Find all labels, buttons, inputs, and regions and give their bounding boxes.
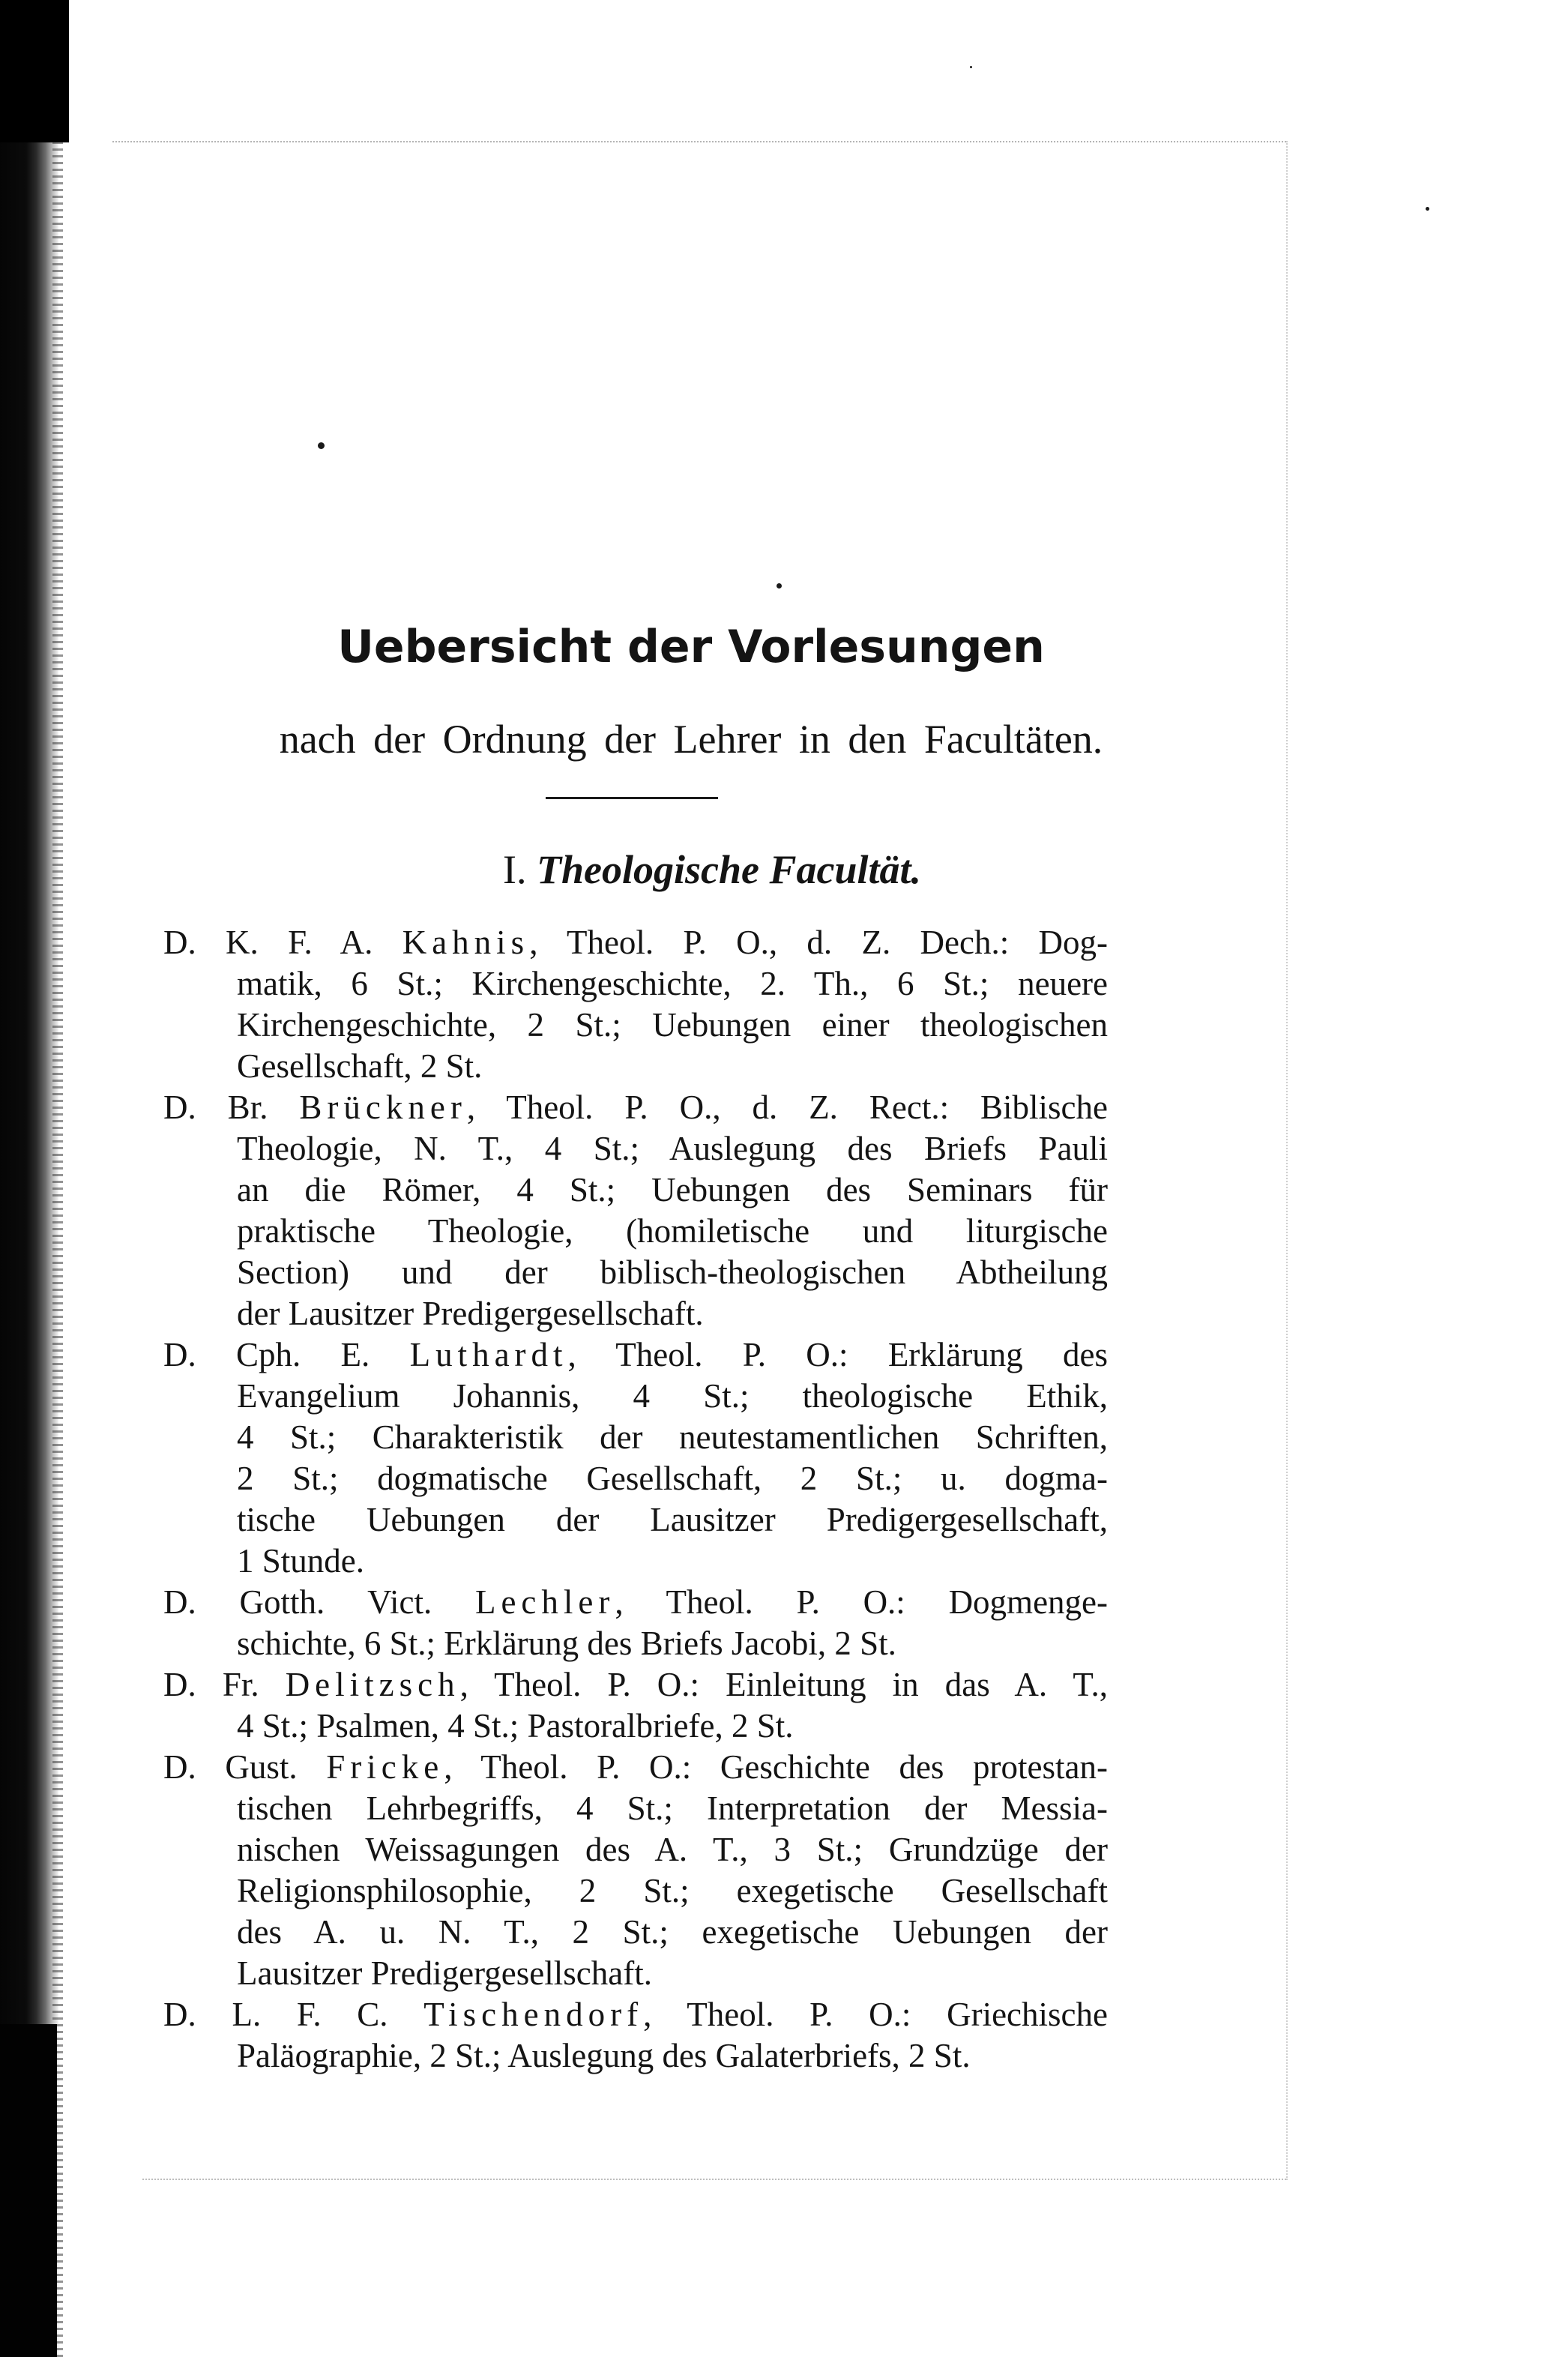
lecture-text-line: Evangelium Johannis, 4 St.; theologische Ethik, xyxy=(237,1377,1108,1415)
lecture-text-line: nischen Weissagungen des A. T., 3 St.; Grundzüge der xyxy=(237,1831,1108,1868)
lecturer-prefix: D. Gotth. Vict. xyxy=(163,1583,475,1621)
lecturer-details: , Theol. P. O.: Erklärung des xyxy=(567,1336,1109,1373)
lecturer-name: Brückner xyxy=(299,1089,467,1126)
lecturer-prefix: D. K. F. A. xyxy=(163,924,402,961)
lecturer-line xyxy=(163,922,1108,963)
lecturer-name: Lechler xyxy=(474,1583,615,1621)
ink-speck xyxy=(777,583,782,589)
page-title: Uebersicht der Vorlesungen xyxy=(337,621,1045,673)
page-frame-top xyxy=(112,141,1286,142)
lecture-text-line: an die Römer, 4 St.; Uebungen des Seminars für xyxy=(237,1171,1108,1208)
lecturer-line xyxy=(163,1582,1108,1623)
lecturer-line xyxy=(163,1334,1108,1376)
lecturer-details: , Theol. P. O.: Einleitung in das A. T., xyxy=(459,1666,1108,1703)
lecturer-prefix: D. Br. xyxy=(163,1089,300,1126)
lecturer-details: , Theol. P. O., d. Z. Dech.: Dog- xyxy=(529,924,1109,961)
lecture-text-line: tischen Lehrbegriffs, 4 St.; Interpretation der Messia- xyxy=(237,1789,1108,1827)
lecturer-prefix: D. Cph. E. xyxy=(163,1336,410,1373)
lecture-text-line: Theologie, N. T., 4 St.; Auslegung des Briefs Pauli xyxy=(237,1130,1108,1167)
lecturer-details: , Theol. P. O.: Geschichte des protestan- xyxy=(444,1748,1108,1786)
lecture-text-line: 1 Stunde. xyxy=(237,1542,365,1580)
lecturer-details: , Theol. P. O., d. Z. Rect.: Biblische xyxy=(466,1089,1108,1126)
lecture-text-line: schichte, 6 St.; Erklärung des Briefs Jacobi, 2 St. xyxy=(237,1625,896,1662)
lecture-text-line: matik, 6 St.; Kirchengeschichte, 2. Th., 6 St.; neuere xyxy=(237,965,1108,1002)
lecture-text-line: tische Uebungen der Lausitzer Predigergesellschaft, xyxy=(237,1501,1108,1538)
lecture-entry xyxy=(163,1334,1108,1582)
ink-speck xyxy=(970,66,972,68)
lecture-text-line: Section) und der biblisch-theologischen Abtheilung xyxy=(237,1253,1108,1291)
lecture-entry xyxy=(163,1087,1108,1334)
lecture-entry xyxy=(163,1994,1108,2077)
lecture-text-line: Kirchengeschichte, 2 St.; Uebungen einer theologischen xyxy=(237,1006,1108,1044)
lecturer-prefix: D. Fr. xyxy=(163,1666,286,1703)
section-number: I. xyxy=(503,847,527,892)
lecture-text-line: des A. u. N. T., 2 St.; exegetische Uebungen der xyxy=(237,1913,1108,1951)
spine-edge-texture xyxy=(52,0,63,2357)
ink-speck xyxy=(1426,207,1429,211)
lecturer-name: Luthardt xyxy=(409,1336,568,1373)
lecture-list xyxy=(163,922,1108,2077)
page-frame-bottom xyxy=(142,2179,1286,2180)
lecture-entry xyxy=(163,1582,1108,1664)
section-name: Theologische Facultät. xyxy=(536,847,921,892)
lecture-entry xyxy=(163,1664,1108,1747)
page-subtitle: nach der Ordnung der Lehrer in den Facultäten. xyxy=(279,717,1103,762)
lecture-text-line: der Lausitzer Predigergesellschaft. xyxy=(237,1295,704,1332)
lecture-text-line: 4 St.; Psalmen, 4 St.; Pastoralbriefe, 2 St. xyxy=(237,1707,794,1745)
page-frame-right xyxy=(1286,141,1288,2180)
ink-speck xyxy=(318,442,325,449)
lecturer-name: Kahnis xyxy=(402,924,530,961)
lecturer-line xyxy=(163,1664,1108,1706)
lecture-text-line: praktische Theologie, (homiletische und liturgische xyxy=(237,1212,1108,1250)
lecturer-name: Tischendorf xyxy=(423,1996,644,2033)
lecture-text-line: Paläographie, 2 St.; Auslegung des Galaterbriefs, 2 St. xyxy=(237,2037,971,2074)
lecturer-line xyxy=(163,1087,1108,1128)
section-heading xyxy=(0,840,1424,900)
lecturer-prefix: D. Gust. xyxy=(163,1748,327,1786)
spine-dark-bottom xyxy=(0,2024,57,2357)
spine-dark-top xyxy=(0,0,69,142)
lecturer-line xyxy=(163,1994,1108,2035)
lecture-text-line: 4 St.; Charakteristik der neutestamentlichen Schriften, xyxy=(237,1418,1108,1456)
title-divider xyxy=(546,797,718,799)
lecture-text-line: 2 St.; dogmatische Gesellschaft, 2 St.; u. dogma- xyxy=(237,1460,1108,1497)
lecturer-details: , Theol. P. O.: Griechische xyxy=(643,1996,1108,2033)
book-spine-shadow xyxy=(0,0,58,2357)
lecturer-line xyxy=(163,1747,1108,1788)
lecture-entry xyxy=(163,922,1108,1087)
lecturer-name: Delitzsch xyxy=(285,1666,460,1703)
lecture-entry xyxy=(163,1747,1108,1994)
lecturer-details: , Theol. P. O.: Dogmenge- xyxy=(615,1583,1108,1621)
lecturer-name: Fricke xyxy=(326,1748,444,1786)
lecture-text-line: Gesellschaft, 2 St. xyxy=(237,1047,483,1085)
lecture-text-line: Lausitzer Predigergesellschaft. xyxy=(237,1954,652,1992)
lecture-text-line: Religionsphilosophie, 2 St.; exegetische Gesellschaft xyxy=(237,1872,1108,1909)
lecturer-prefix: D. L. F. C. xyxy=(163,1996,424,2033)
